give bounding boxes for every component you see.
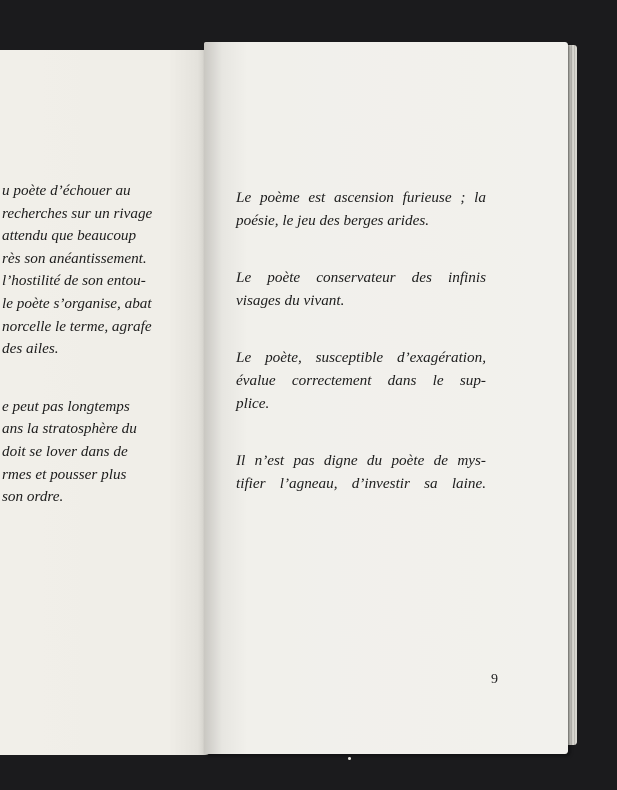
dust-speck <box>348 757 351 760</box>
text-line: des ailes. <box>2 340 59 358</box>
text-line: u poète d’échouer au <box>2 182 131 199</box>
right-paragraph-1 <box>236 187 486 232</box>
text-line: doit se lover dans de <box>2 442 128 460</box>
left-page-text <box>2 180 184 544</box>
text-line: l’hostilité de son entou- <box>2 272 146 290</box>
right-page <box>204 42 568 754</box>
text-line: rès son anéantissement. <box>2 249 147 267</box>
text-line: évalue correctement dans le sup- <box>236 371 486 389</box>
text-line: son ordre. <box>2 488 64 506</box>
right-paragraph-2 <box>236 267 486 312</box>
text-line: norcelle le terme, agrafe <box>2 317 152 335</box>
text-line: le poète s’organise, abat <box>2 294 152 312</box>
text-line: attendu que beaucoup <box>2 227 137 245</box>
text-line: poésie, le jeu des berges arides. <box>236 211 430 229</box>
text-line: Il n’est pas digne du poète de mys- <box>236 452 486 470</box>
text-line: rmes et pousser plus <box>2 465 127 483</box>
left-paragraph-1 <box>2 180 184 361</box>
right-paragraph-3 <box>236 347 486 415</box>
text-line: plice. <box>236 394 270 412</box>
text-line: Le poème est ascension furieuse ; la <box>236 189 486 206</box>
text-line: recherches sur un rivage <box>2 204 153 222</box>
left-paragraph-2 <box>2 396 184 509</box>
right-page-text <box>236 187 486 530</box>
text-line: tifier l’agneau, d’investir sa laine. <box>236 474 486 492</box>
text-line: Le poète conservateur des infinis <box>236 269 486 287</box>
right-paragraph-4 <box>236 450 486 495</box>
text-line: ans la stratosphère du <box>2 420 137 438</box>
text-line: e peut pas longtemps <box>2 397 130 415</box>
text-line: Le poète, susceptible d’exagération, <box>236 349 486 367</box>
text-line: visages du vivant. <box>236 291 345 309</box>
left-page <box>0 50 210 755</box>
page-number: 9 <box>491 672 498 687</box>
